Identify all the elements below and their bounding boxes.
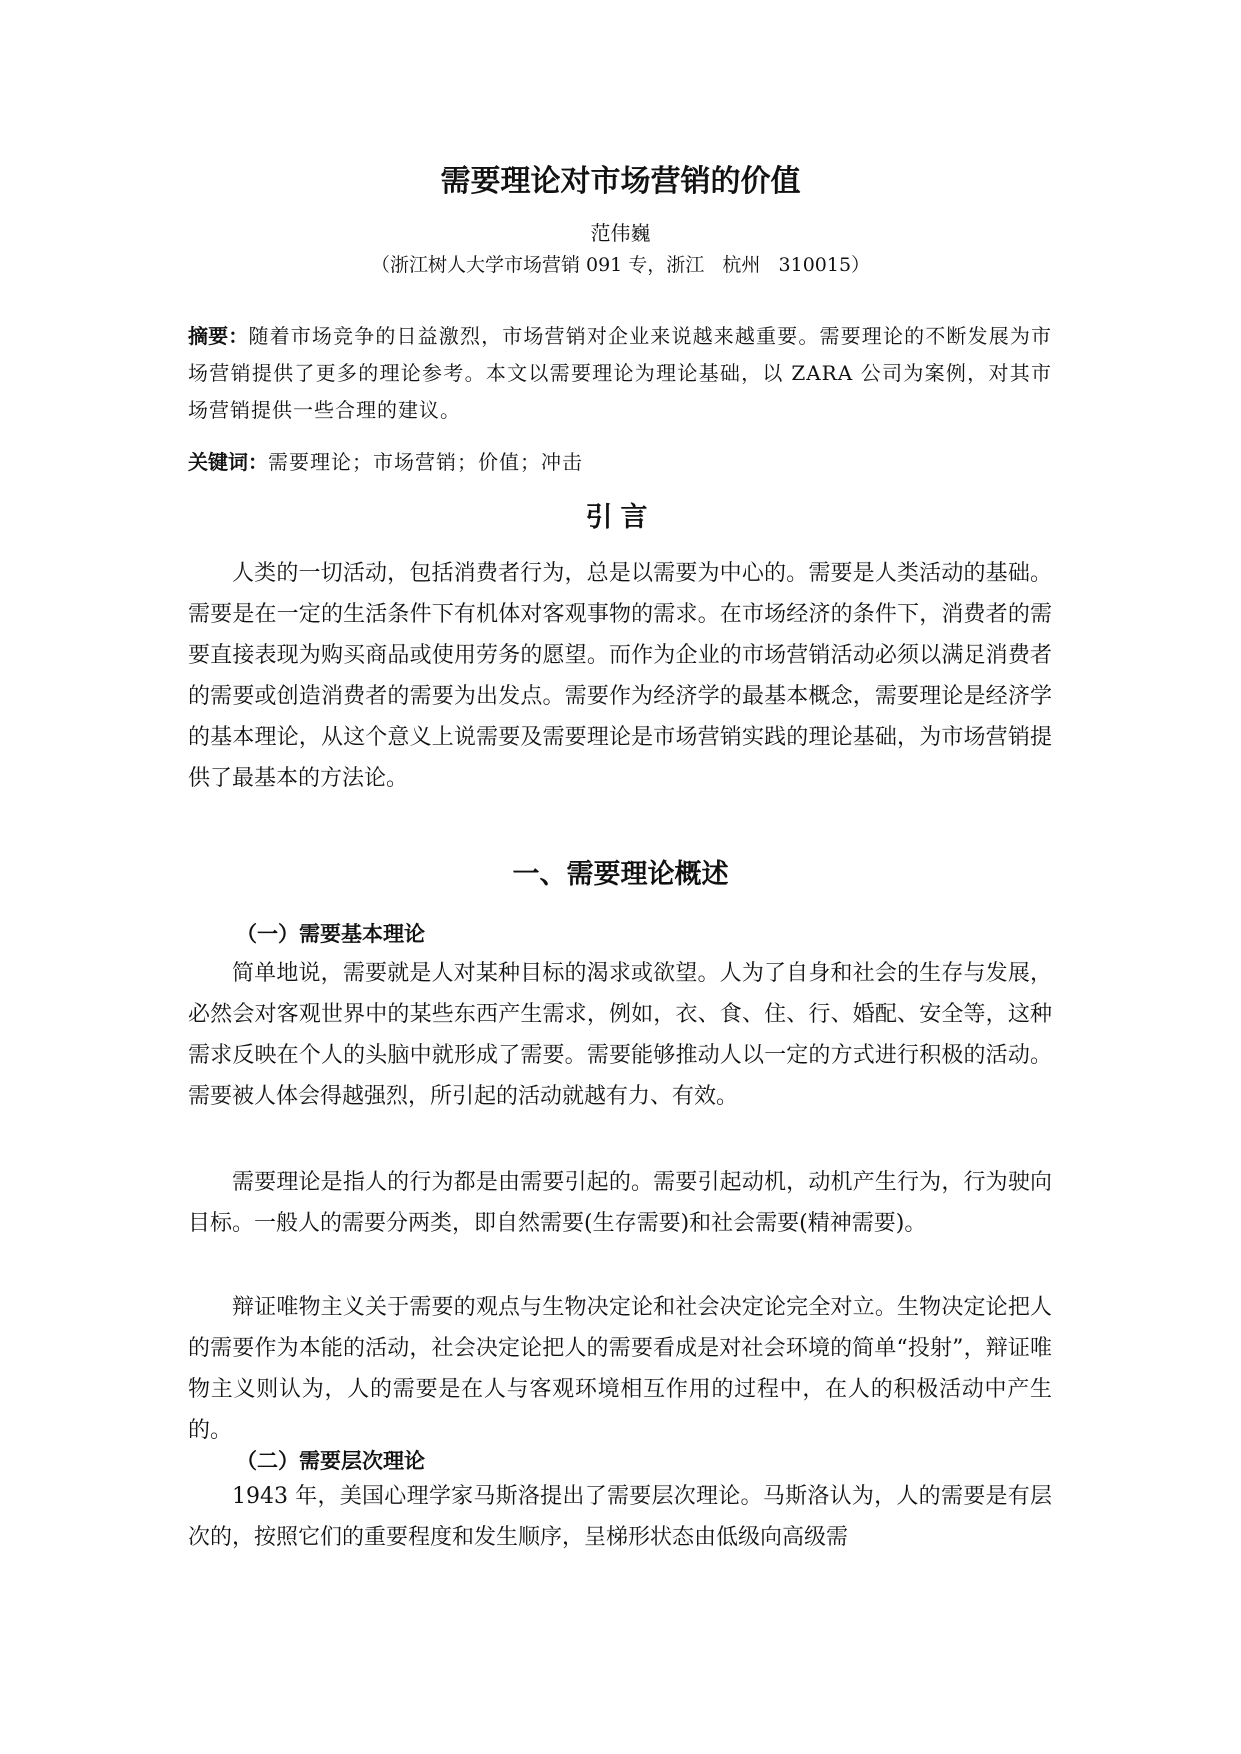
keywords-label: 关键词： (188, 450, 268, 474)
keywords (188, 444, 1052, 481)
subsection-1-heading: （一）需要基本理论 (236, 922, 425, 946)
subsection-1-paragraph-2: 需要理论是指人的行为都是由需要引起的。需要引起动机，动机产生行为，行为驶向目标。一般人的需要分两类，即自然需要(生存需要)和社会需要(精神需要)。 (188, 1170, 1052, 1236)
abstract-label: 摘要： (188, 324, 249, 348)
abstract-text: 随着市场竞争的日益激烈，市场营销对企业来说越来越重要。需要理论的不断发展为市场营销提供了更多的理论参考。本文以需要理论为理论基础，以 ZARA 公司为案例，对其市场营销提供一些合理的建议。 (188, 324, 1053, 422)
intro-heading: 引言 (585, 502, 656, 533)
subsection-1-paragraph-1: 简单地说，需要就是人对某种目标的渴求或欲望。人为了自身和社会的生存与发展，必然会对客观世界中的某些东西产生需求，例如，衣、食、住、行、婚配、安全等，这种需求反映在个人的头脑中就形成了需要。需要能够推动人以一定的方式进行积极的活动。需要被人体会得越强烈，所引起的活动就越有力、有效。 (188, 961, 1052, 1109)
intro-paragraph: 人类的一切活动，包括消费者行为，总是以需要为中心的。需要是人类活动的基础。需要是在一定的生活条件下有机体对客观事物的需求。在市场经济的条件下，消费者的需要直接表现为购买商品或使用劳务的愿望。而作为企业的市场营销活动必须以满足消费者的需要或创造消费者的需要为出发点。需要作为经济学的最基本概念，需要理论是经济学的基本理论，从这个意义上说需要及需要理论是市场营销实践的理论基础，为市场营销提供了最基本的方法论。 (188, 561, 1052, 791)
author-affiliation: （浙江树人大学市场营销 091 专，浙江 杭州 310015） (370, 254, 871, 276)
paper-title: 需要理论对市场营销的价值 (440, 164, 801, 199)
keywords-text: 需要理论；市场营销；价值；冲击 (268, 450, 583, 474)
abstract (188, 318, 1052, 429)
section-1-heading: 一、需要理论概述 (512, 859, 729, 890)
subsection-2-paragraph-1: 1943 年，美国心理学家马斯洛提出了需要层次理论。马斯洛认为，人的需要是有层次的，按照它们的重要程度和发生顺序，呈梯形状态由低级向高级需 (188, 1484, 1052, 1550)
subsection-1-paragraph-3: 辩证唯物主义关于需要的观点与生物决定论和社会决定论完全对立。生物决定论把人的需要作为本能的活动，社会决定论把人的需要看成是对社会环境的简单“投射”，辩证唯物主义则认为，人的需要是在人与客观环境相互作用的过程中，在人的积极活动中产生的。 (188, 1295, 1052, 1443)
author-name: 范伟巍 (590, 221, 651, 245)
subsection-2-heading: （二）需要层次理论 (236, 1449, 425, 1473)
